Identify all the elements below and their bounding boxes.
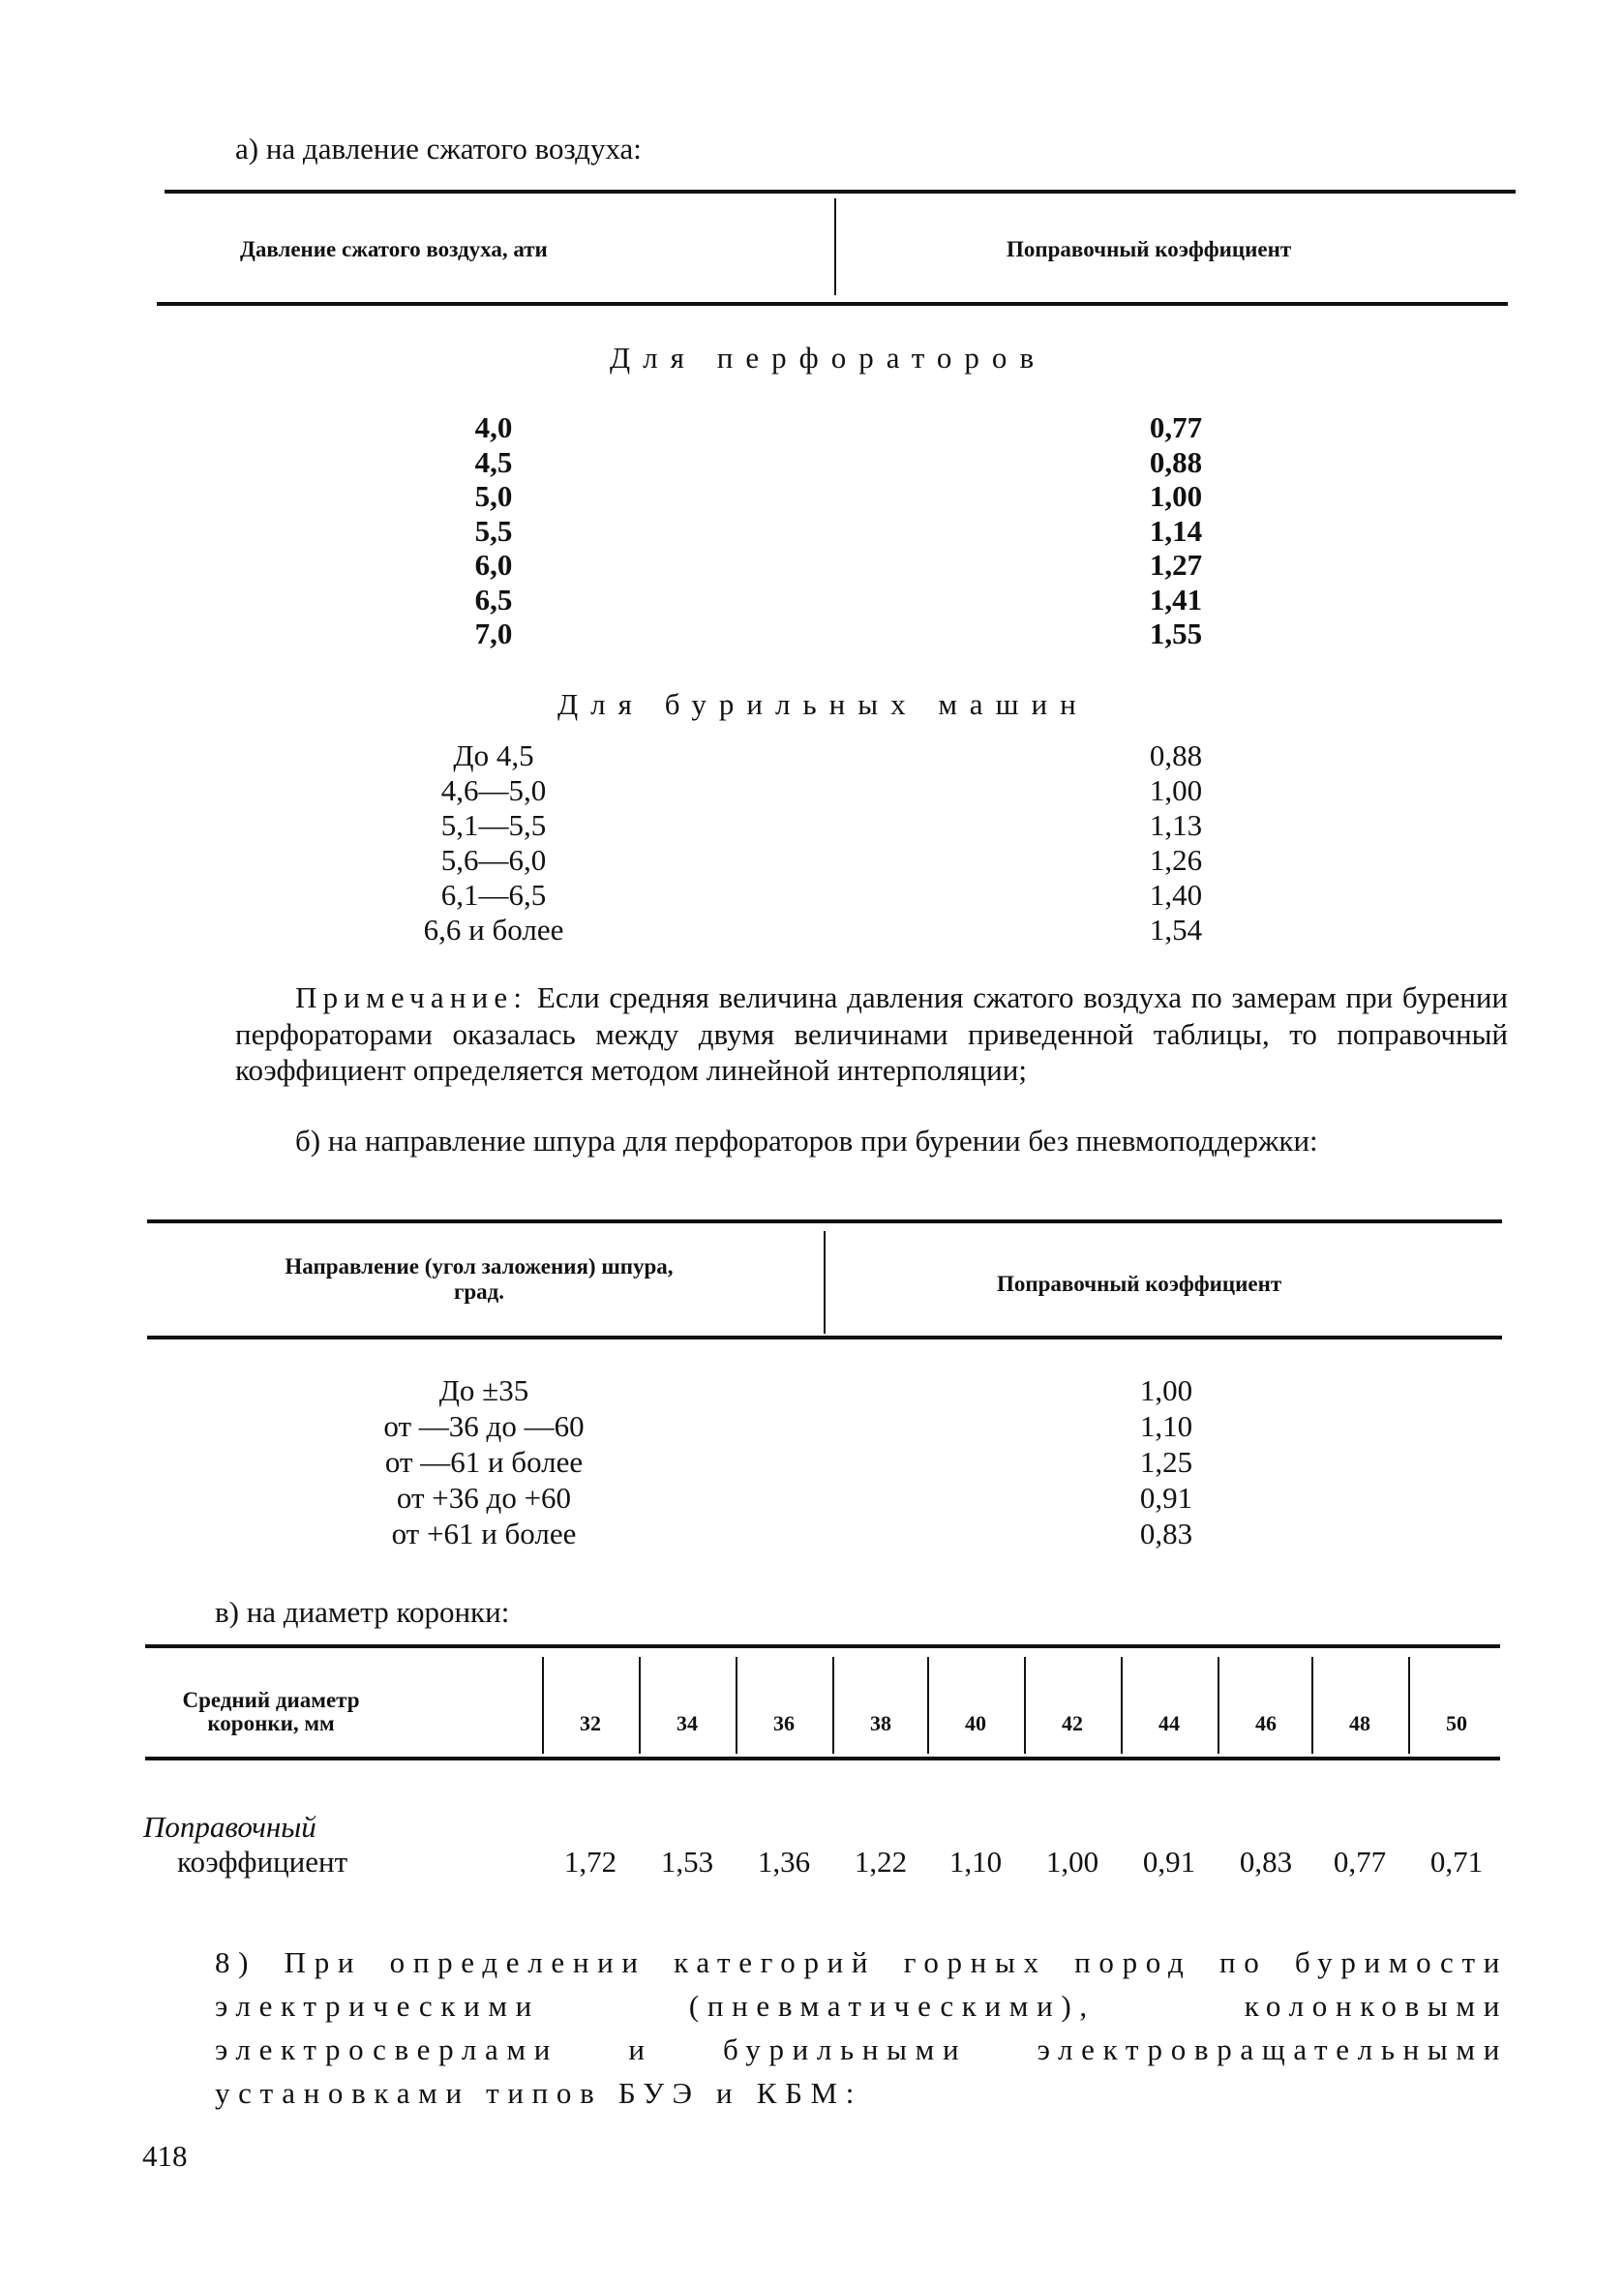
coef-value: 1,00 <box>1149 479 1203 513</box>
column-divider <box>542 1657 544 1754</box>
coef-value: 1,00 <box>1139 1373 1193 1407</box>
coef-value: 1,27 <box>1149 548 1203 582</box>
table-a-divider <box>834 198 836 295</box>
direction-value: от —61 и более <box>384 1445 584 1479</box>
coef-value: 0,71 <box>1429 1845 1484 1879</box>
coef-value: 0,83 <box>1139 1517 1193 1550</box>
coef-value: 0,83 <box>1239 1845 1293 1879</box>
diameter-value: 44 <box>1158 1711 1180 1735</box>
table-b-divider <box>824 1231 826 1334</box>
pressure-value: 4,5 <box>474 444 513 479</box>
table-b-col2-header: Поправочный коэффициент <box>997 1272 1282 1296</box>
pressure-value: 4,6—5,0 <box>440 773 547 807</box>
table-c-row-header <box>145 1689 397 1735</box>
diameter-value: 40 <box>965 1711 986 1735</box>
column-divider <box>1024 1657 1026 1754</box>
coef-value: 0,77 <box>1333 1845 1387 1879</box>
column-divider <box>1218 1657 1219 1754</box>
column-divider <box>927 1657 929 1754</box>
diameter-value: 32 <box>580 1711 601 1735</box>
direction-value: от +36 до +60 <box>396 1481 572 1515</box>
pressure-value: До 4,5 <box>453 738 534 772</box>
coef-value: 1,10 <box>948 1845 1003 1879</box>
table-b-col1-header-line1: Направление (угол заложения) шпура, <box>285 1254 674 1278</box>
column-divider <box>1311 1657 1313 1754</box>
pressure-value: 6,1—6,5 <box>440 878 547 912</box>
coef-value: 0,88 <box>1149 738 1203 772</box>
pressure-value: 7,0 <box>474 617 513 650</box>
section-a-heading: а) на давление сжатого воздуха: <box>235 132 642 165</box>
table-a-col1-header: Давление сжатого воздуха, ати <box>240 237 548 261</box>
coef-label-line1: Поправочный <box>143 1810 316 1844</box>
table-c-row-header-line1: Средний диаметр <box>182 1688 360 1712</box>
table-b-header-rule <box>147 1336 1502 1339</box>
pressure-value: 4,0 <box>474 410 513 444</box>
pressure-value: 6,5 <box>474 582 513 617</box>
coef-value: 1,54 <box>1149 913 1203 947</box>
coef-value: 1,25 <box>1139 1445 1193 1479</box>
direction-value: от +61 и более <box>391 1517 577 1550</box>
pressure-value: 5,6—6,0 <box>440 843 547 877</box>
coef-value: 0,88 <box>1149 444 1203 479</box>
pressure-value: 6,6 и более <box>423 913 564 947</box>
table-b-col1-header-line2: град. <box>453 1279 505 1304</box>
coef-value: 1,00 <box>1149 773 1203 807</box>
direction-value: от —36 до —60 <box>383 1409 585 1443</box>
note-text: Если средняя величина давления сжатого воздуха по замерам при бурении перфораторами оказалась между двумя величинами приведенной таблицы, то поправочный коэффициент определяется методом линейной интерполяции; <box>235 980 1509 1087</box>
diameter-value: 38 <box>870 1711 891 1735</box>
column-divider <box>1121 1657 1123 1754</box>
page-number: 418 <box>142 2139 188 2173</box>
coef-value: 1,00 <box>1045 1845 1099 1879</box>
table-b-top-rule <box>147 1219 1502 1223</box>
pressure-value: 5,0 <box>474 479 513 513</box>
coef-value: 1,53 <box>660 1845 714 1879</box>
item-8-paragraph: 8) При определении категорий горных пород по буримости электрическими (пневматическими), колонковыми электросверлами и бурильными электровращательными установками типов БУЭ и КБМ: <box>215 1945 1508 2110</box>
coef-value: 1,41 <box>1149 582 1203 617</box>
section-c-heading: в) на диаметр коронки: <box>215 1595 510 1629</box>
diameter-value: 34 <box>677 1711 698 1735</box>
table-c-row-header-line2: коронки, мм <box>207 1711 335 1735</box>
pressure-value: 6,0 <box>474 548 513 582</box>
note-paragraph <box>235 979 1508 1089</box>
table-a-top-rule <box>165 190 1516 194</box>
pressure-value: 5,1—5,5 <box>440 808 547 842</box>
table-c-bottom-rule <box>145 1757 1500 1760</box>
diameter-value: 46 <box>1255 1711 1277 1735</box>
coef-value: 1,36 <box>757 1845 811 1879</box>
direction-value: До ±35 <box>438 1373 529 1407</box>
coef-value: 1,72 <box>563 1845 617 1879</box>
table-a-header-rule <box>157 302 1508 306</box>
coef-value: 0,91 <box>1142 1845 1196 1879</box>
coef-value: 1,22 <box>854 1845 908 1879</box>
diameter-value: 50 <box>1446 1711 1467 1735</box>
note-label: Примечание: <box>295 980 528 1014</box>
diameter-value: 48 <box>1349 1711 1370 1735</box>
pressure-value: 5,5 <box>474 513 513 548</box>
coef-value: 0,77 <box>1149 410 1203 444</box>
coef-value: 1,55 <box>1149 617 1203 650</box>
diameter-value: 36 <box>773 1711 795 1735</box>
coef-value: 0,91 <box>1139 1481 1193 1515</box>
group-drill-machines-title: Для бурильных машин <box>557 687 1089 721</box>
coef-value: 1,10 <box>1139 1409 1193 1443</box>
column-divider <box>1408 1657 1410 1754</box>
coef-value: 1,26 <box>1149 843 1203 877</box>
column-divider <box>832 1657 834 1754</box>
column-divider <box>736 1657 737 1754</box>
section-b-heading: б) на направление шпура для перфораторов при бурении без пневмоподдержки: <box>295 1124 1318 1158</box>
diameter-value: 42 <box>1062 1711 1083 1735</box>
coef-value: 1,14 <box>1149 513 1203 548</box>
table-c-top-rule <box>145 1644 1500 1648</box>
table-a-col2-header: Поправочный коэффициент <box>1007 237 1292 261</box>
coef-label-line2: коэффициент <box>177 1845 348 1879</box>
coef-value: 1,40 <box>1149 878 1203 912</box>
group-perforators-title: Для перфораторов <box>610 341 1047 375</box>
coef-value: 1,13 <box>1149 808 1203 842</box>
column-divider <box>639 1657 641 1754</box>
